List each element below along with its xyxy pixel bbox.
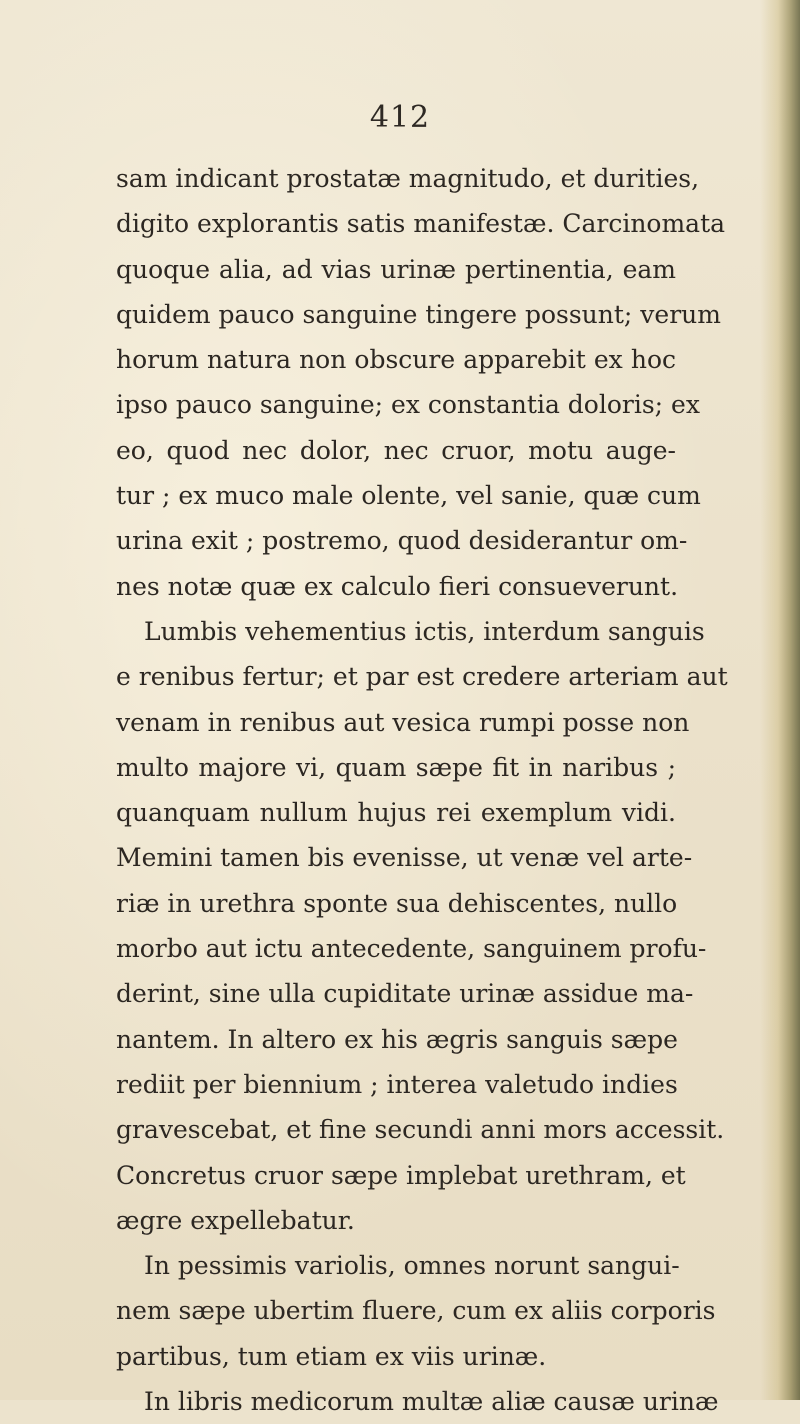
- text-line: multo majore vi, quam sæpe fit in naribus ;: [116, 752, 676, 782]
- text-line: nem sæpe ubertim fluere, cum ex aliis corporis: [116, 1296, 716, 1326]
- text-line: ægre expellebatur.: [116, 1205, 355, 1235]
- text-line: ipso pauco sanguine; ex constantia doloris; ex: [116, 390, 700, 420]
- text-line: Concretus cruor sæpe implebat urethram, et: [116, 1160, 686, 1190]
- page-number: 412: [369, 100, 431, 135]
- text-line: nes notæ quæ ex calculo fieri consueverunt.: [116, 571, 679, 601]
- text-line: In libris medicorum multæ aliæ causæ urinæ: [144, 1387, 719, 1417]
- text-line: Lumbis vehementius ictis, interdum sanguis: [144, 616, 705, 646]
- text-line: digito explorantis satis manifestæ. Carcinomata: [116, 209, 726, 239]
- text-line: In pessimis variolis, omnes norunt sangui-: [144, 1251, 680, 1281]
- text-line: venam in renibus aut vesica rumpi posse non: [116, 707, 690, 737]
- text-line: quoque alia, ad vias urinæ pertinentia, eam: [116, 254, 676, 284]
- body-text: [116, 156, 728, 1424]
- text-line: Memini tamen bis evenisse, ut venæ vel arte-: [116, 843, 693, 873]
- text-line: quanquam nullum hujus rei exemplum vidi.: [116, 798, 676, 828]
- text-line: gravescebat, et fine secundi anni mors accessit.: [116, 1115, 725, 1145]
- text-line: rediit per biennium ; interea valetudo indies: [116, 1069, 678, 1099]
- text-line: sam indicant prostatæ magnitudo, et durities,: [116, 164, 700, 193]
- text-line: horum natura non obscure apparebit ex hoc: [116, 345, 676, 375]
- text-line: urina exit ; postremo, quod desiderantur om-: [116, 526, 688, 556]
- text-line: e renibus fertur; et par est credere arteriam aut: [116, 662, 728, 692]
- text-line: derint, sine ulla cupiditate urinæ assidue ma-: [116, 979, 694, 1009]
- text-line: partibus, tum etiam ex viis urinæ.: [116, 1341, 547, 1371]
- text-line: tur ; ex muco male olente, vel sanie, quæ cum: [116, 481, 701, 511]
- text-line: quidem pauco sanguine tingere possunt; verum: [116, 299, 721, 329]
- text-line: eo, quod nec dolor, nec cruor, motu auge-: [116, 435, 676, 465]
- text-line: riæ in urethra sponte sua dehiscentes, nullo: [116, 888, 678, 918]
- page-edge-shadow: [760, 0, 800, 1400]
- text-line: morbo aut ictu antecedente, sanguinem profu-: [116, 934, 707, 964]
- text-line: nantem. In altero ex his ægris sanguis sæpe: [116, 1024, 678, 1054]
